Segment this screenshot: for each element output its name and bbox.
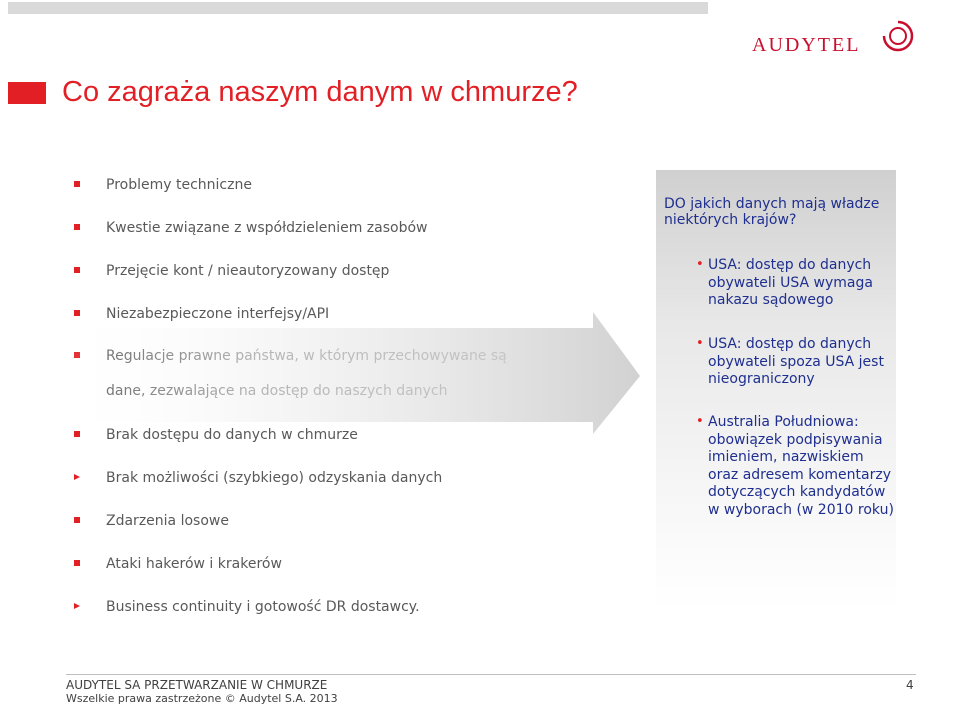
- panel-bullet: [696, 257, 898, 310]
- bullet-text: Kwestie związane z współdzieleniem zasobów: [106, 220, 428, 236]
- bullet-text: Problemy techniczne: [106, 177, 252, 193]
- square-bullet-icon: [74, 224, 80, 230]
- page-number: 4: [906, 678, 914, 692]
- panel-bullet-text: Australia Południowa: obowiązek podpisywania imieniem, nazwiskiem oraz adresem komentarzy dotyczących kandydatów w wyborach (w 2010 roku): [708, 414, 894, 518]
- info-panel: [656, 170, 896, 610]
- bullet-text: Brak możliwości (szybkiego) odzyskania danych: [106, 470, 443, 486]
- square-bullet-icon: [74, 181, 80, 187]
- square-bullet-icon: [74, 517, 80, 523]
- arrow-bullet-icon: •: [696, 336, 704, 351]
- panel-bullet: [696, 336, 898, 389]
- arrow-shape-icon: [48, 300, 648, 440]
- footer-divider: [66, 674, 916, 675]
- slide-title: Co zagraża naszym danym w chmurze?: [62, 76, 578, 108]
- bullet-text: Brak dostępu do danych w chmurze: [106, 427, 358, 443]
- panel-heading: DO jakich danych mają władze niektórych krajów?: [664, 196, 880, 228]
- panel-bullet-text: USA: dostęp do danych obywateli USA wymaga nakazu sądowego: [708, 257, 873, 308]
- top-decorative-bar: [8, 2, 708, 14]
- bullet-text: Zdarzenia losowe: [106, 513, 229, 529]
- bullet-text: Ataki hakerów i krakerów: [106, 556, 282, 572]
- footer-copyright: Wszelkie prawa zastrzeżone © Audytel S.A. 2013: [66, 692, 338, 705]
- bullet-text: Business continuity i gotowość DR dostawcy.: [106, 599, 420, 615]
- footer-company: AUDYTEL SA PRZETWARZANIE W CHMURZE: [66, 678, 328, 692]
- arrow-bullet-icon: [74, 474, 80, 480]
- bullet-text: Przejęcie kont / nieautoryzowany dostęp: [106, 263, 390, 279]
- logo-swirl-icon: [876, 16, 916, 56]
- bullet-text: Niezabezpieczone interfejsy/API: [106, 306, 330, 322]
- square-bullet-icon: [74, 560, 80, 566]
- panel-bullet: [696, 414, 898, 519]
- title-accent-square: [8, 82, 46, 104]
- panel-bullet-text: USA: dostęp do danych obywateli spoza USA jest nieograniczony: [708, 336, 884, 387]
- audytel-logo: AUDYTEL: [752, 34, 861, 56]
- arrow-bullet-icon: [74, 603, 80, 609]
- square-bullet-icon: [74, 267, 80, 273]
- arrow-bullet-icon: •: [696, 257, 704, 272]
- arrow-bullet-icon: •: [696, 414, 704, 429]
